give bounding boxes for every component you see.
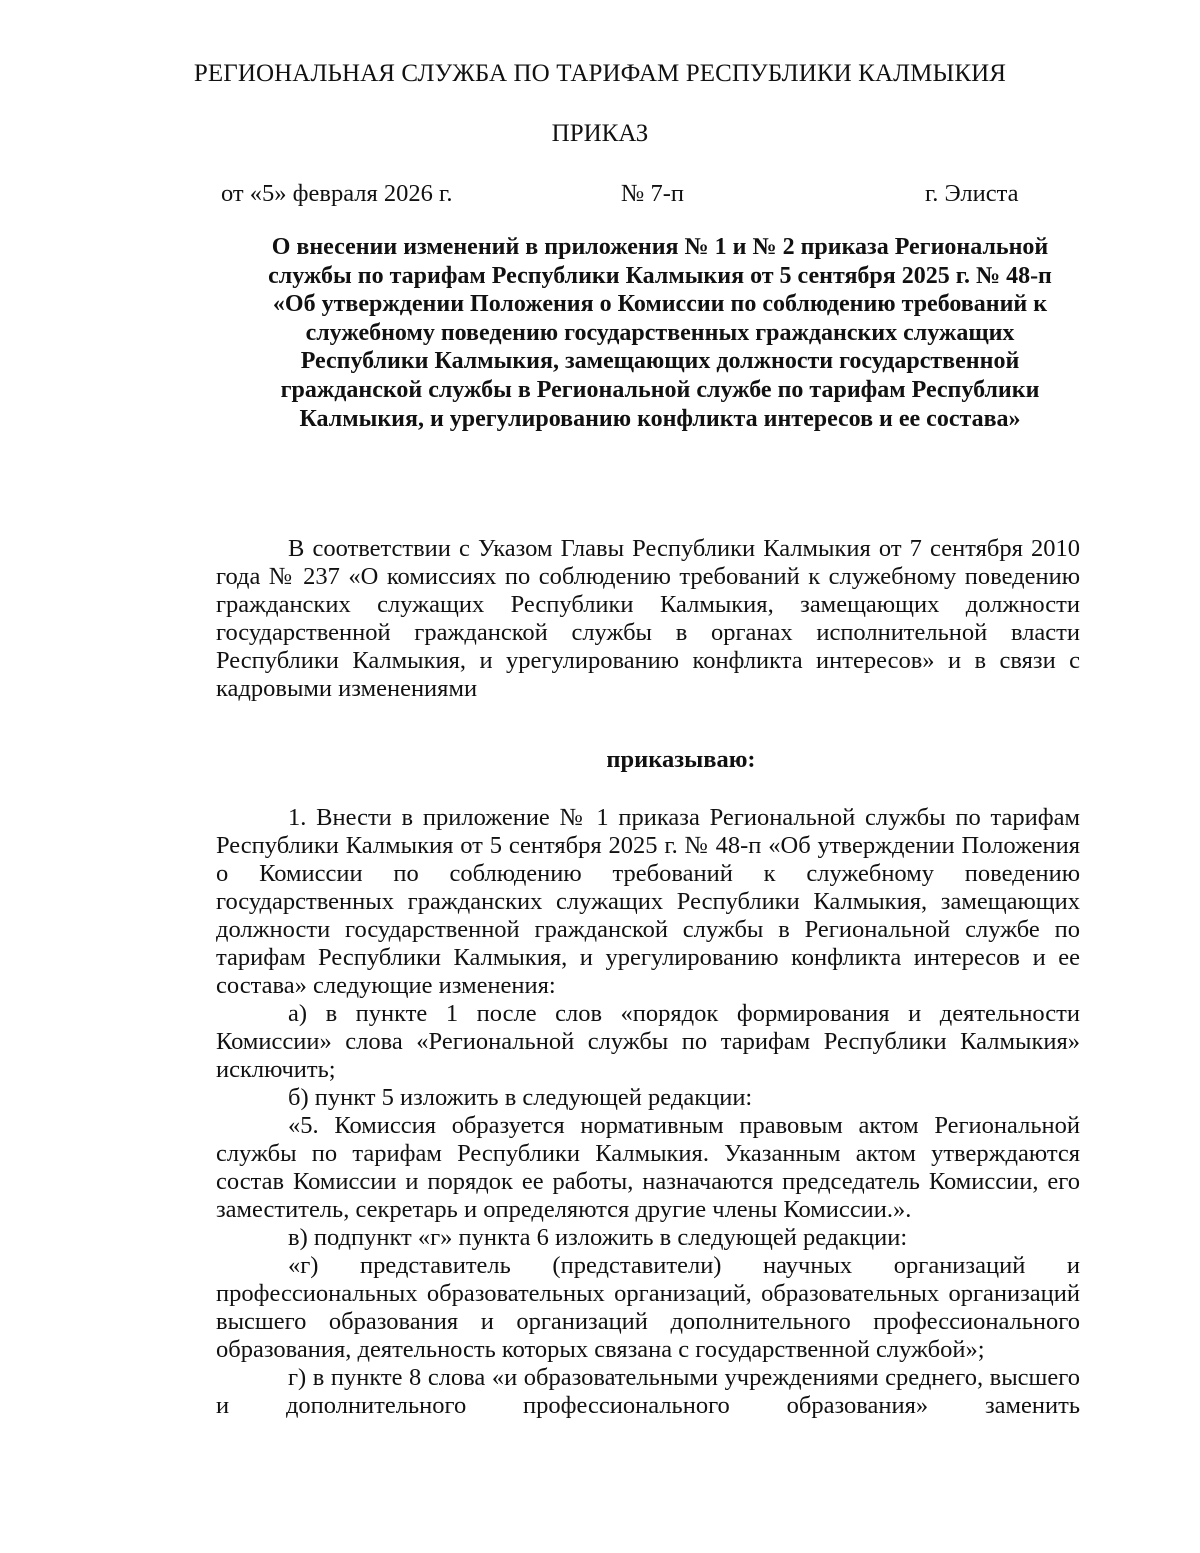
document-type: ПРИКАЗ bbox=[551, 120, 649, 147]
items-block bbox=[216, 804, 1080, 1420]
title-line: гражданской службы в Региональной службе по тарифам Республики bbox=[280, 376, 1040, 403]
order-date: от «5» февраля 2026 г. bbox=[221, 180, 453, 207]
sub-item-a: а) в пункте 1 после слов «порядок формирования и деятельности Комиссии» слова «Региональной службы по тарифам Республики Калмыкия» исключить; bbox=[216, 1000, 1080, 1083]
title-line: О внесении изменений в приложения № 1 и № 2 приказа Региональной bbox=[271, 234, 1049, 260]
quote-item-5: «5. Комиссия образуется нормативным правовым актом Региональной службы по тарифам Республики Калмыкия. Указанным актом утверждаются состав Комиссии и порядок ее работы, назначаются председатель Комиссии, его заместитель, секретарь и определяются другие члены Комиссии.». bbox=[216, 1112, 1080, 1223]
title-line: службы по тарифам Республики Калмыкия от 5 сентября 2025 г. № 48-п bbox=[268, 262, 1052, 289]
order-city: г. Элиста bbox=[925, 180, 1019, 207]
sub-item-v: в) подпункт «г» пункта 6 изложить в следующей редакции: bbox=[288, 1224, 908, 1251]
preamble-paragraph: В соответствии с Указом Главы Республики Калмыкия от 7 сентября 2010 года № 237 «О комиссиях по соблюдению требований к служебному поведению гражданских служащих Республики Калмыкия, замещающих должности государственной гражданской службы в органах исполнительной власти Республики Калмыкия, и урегулированию конфликта интересов» и в связи с кадровыми изменениями bbox=[216, 535, 1080, 702]
title-line: Республики Калмыкия, замещающих должности государственной bbox=[300, 348, 1020, 375]
title-line: «Об утверждении Положения о Комиссии по соблюдению требований к bbox=[272, 291, 1048, 318]
order-directive bbox=[0, 746, 1200, 774]
order-number: № 7-п bbox=[621, 180, 685, 207]
title-line: служебному поведению государственных гражданских служащих bbox=[305, 319, 1015, 346]
order-directive-text: приказываю: bbox=[606, 746, 756, 773]
sub-item-b: б) пункт 5 изложить в следующей редакции: bbox=[288, 1084, 753, 1111]
quote-item-g: «г) представитель (представители) научных организаций и профессиональных образовательных организаций, образовательных организаций высшего образования и организаций дополнительного профессионального образования, деятельность которых связана с государственной службой»; bbox=[216, 1252, 1080, 1363]
sub-item-g: г) в пункте 8 слова «и образовательными учреждениями среднего, высшего и дополнительного профессионального образования» заменить bbox=[216, 1364, 1080, 1419]
item-1-paragraph: 1. Внести в приложение № 1 приказа Региональной службы по тарифам Республики Калмыкия от 5 сентября 2025 г. № 48-п «Об утверждении Положения о Комиссии по соблюдению требований к служебному поведению государственных гражданских служащих Республики Калмыкия, замещающих должности государственной гражданской службы в Региональной службе по тарифам Республики Калмыкия, и урегулированию конфликта интересов и ее состава» следующие изменения: bbox=[216, 804, 1080, 999]
organization-heading: РЕГИОНАЛЬНАЯ СЛУЖБА ПО ТАРИФАМ РЕСПУБЛИКИ КАЛМЫКИЯ bbox=[193, 60, 1007, 87]
preamble-block bbox=[216, 535, 1080, 703]
title-line: Калмыкия, и урегулированию конфликта интересов и ее состава» bbox=[299, 405, 1021, 432]
order-title bbox=[200, 233, 1120, 433]
